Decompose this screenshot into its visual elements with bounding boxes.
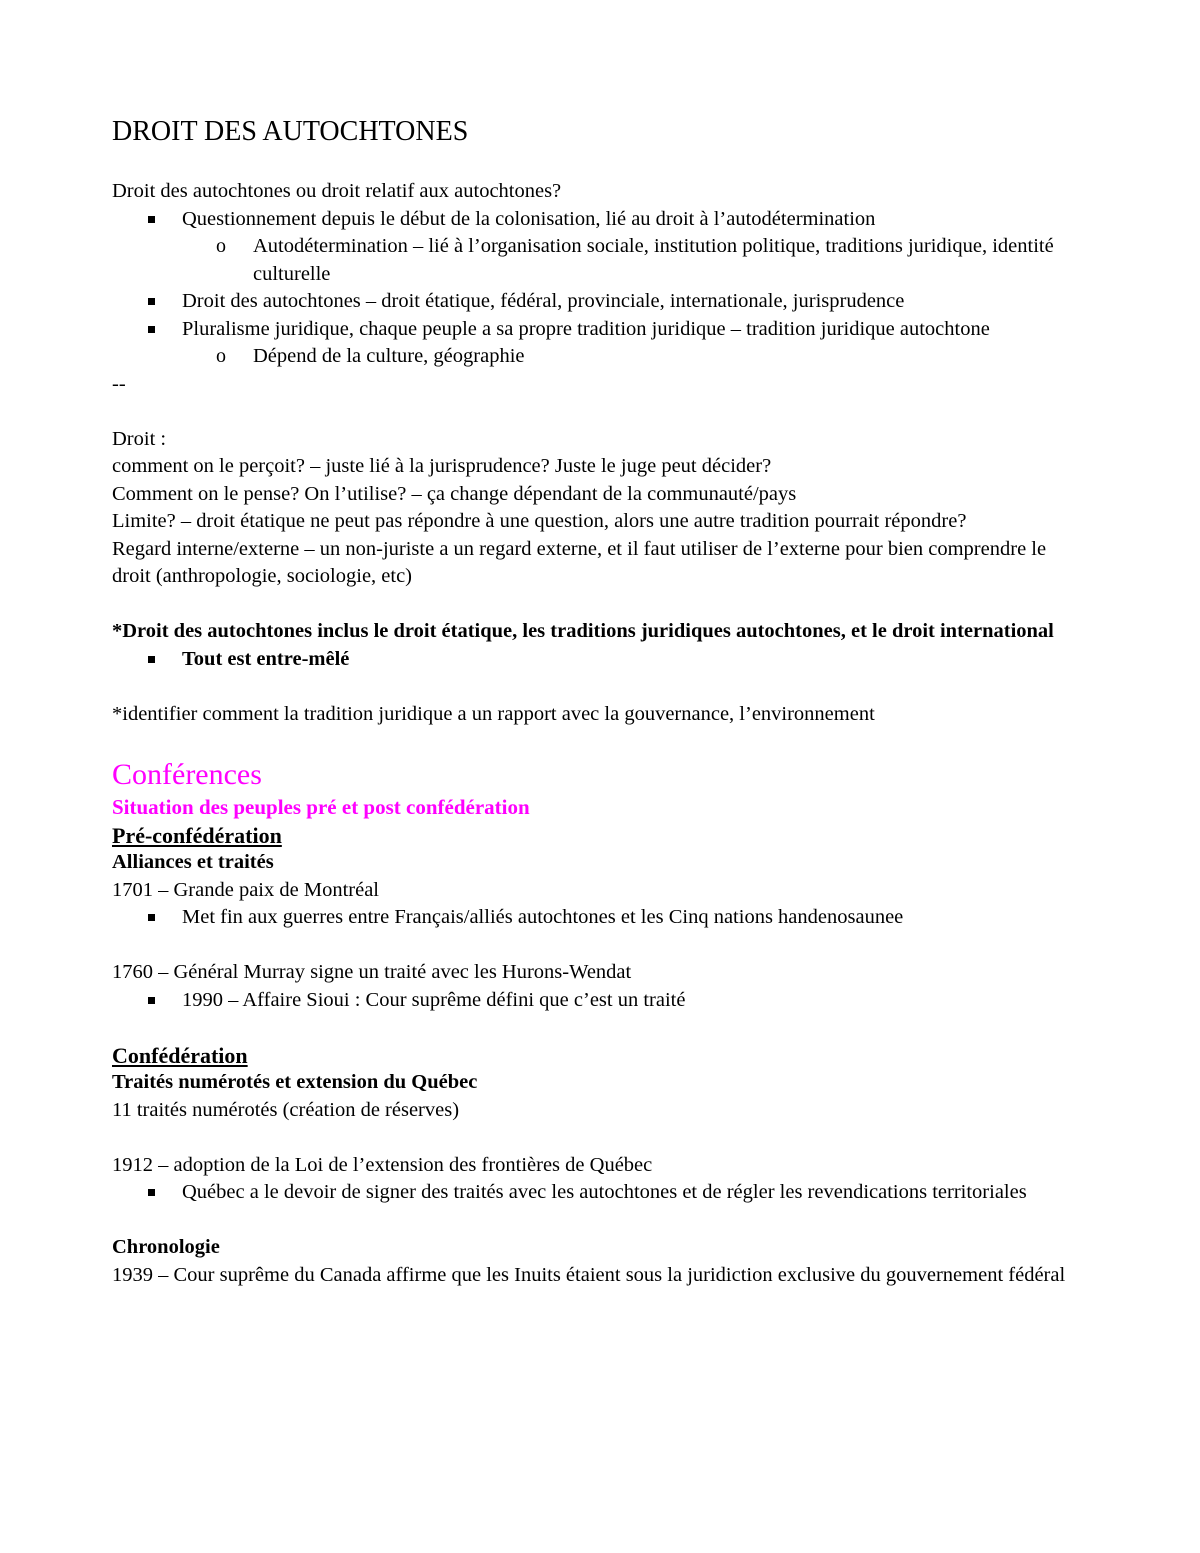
event-line: 1939 – Cour suprême du Canada affirme que les Inuits étaient sous la juridiction exclusive du gouvernement fédéral [112, 1263, 1066, 1286]
subsection-subheading: Chronologie [112, 1236, 220, 1258]
spacer [112, 932, 1072, 960]
event-line: 11 traités numérotés (création de réserves) [112, 1098, 460, 1121]
document-title: DROIT DES AUTOCHTONES [112, 116, 469, 147]
spacer [112, 728, 1072, 748]
event-line: 1760 – Général Murray signe un traité avec les Hurons-Wendat [112, 961, 632, 983]
droit-line: Regard interne/externe – un non-juriste a un regard externe, et il faut utiliser de l’externe pour bien comprendre le droit (anthropologie, sociologie, etc) [112, 537, 1047, 587]
sub-bullet-item: o Autodétermination – lié à l’organisation sociale, institution politique, traditions juridique, identité culturelle [112, 233, 1072, 288]
droit-label: Droit : [112, 427, 167, 450]
spacer [112, 1207, 1072, 1235]
spacer [112, 673, 1072, 701]
section-subheading: Situation des peuples pré et post confédération [112, 795, 530, 819]
subsection-heading: Pré-confédération [112, 822, 282, 848]
bullet-item: Tout est entre-mêlé [112, 646, 1072, 674]
bullet-item: 1990 – Affaire Sioui : Cour suprême défini que c’est un traité [112, 987, 1072, 1015]
bullet-item: Questionnement depuis le début de la colonisation, lié au droit à l’autodétermination [112, 206, 1072, 234]
bullet-item: Met fin aux guerres entre Français/alliés autochtones et les Cinq nations handenosaunee [112, 904, 1072, 932]
note-line: *identifier comment la tradition juridique a un rapport avec la gouvernance, l’environnement [112, 702, 875, 725]
note-bold: *Droit des autochtones inclus le droit étatique, les traditions juridiques autochtones, et le droit international [112, 620, 1054, 642]
intro-question: Droit des autochtones ou droit relatif aux autochtones? [112, 180, 562, 202]
droit-line: Limite? – droit étatique ne peut pas répondre à une question, alors une autre tradition pourrait répondre? [112, 510, 967, 532]
separator: -- [112, 372, 126, 395]
section-heading: Conférences [112, 758, 262, 791]
bullet-item: Droit des autochtones – droit étatique, fédéral, provinciale, internationale, jurisprudence [112, 288, 1072, 316]
spacer [112, 591, 1072, 619]
spacer [112, 398, 1072, 426]
event-line: 1912 – adoption de la Loi de l’extension des frontières de Québec [112, 1153, 653, 1176]
droit-line: comment on le perçoit? – juste lié à la jurisprudence? Juste le juge peut décider? [112, 455, 772, 477]
bullet-item: Pluralisme juridique, chaque peuple a sa propre tradition juridique – tradition juridique autochtone [112, 316, 1072, 344]
sub-bullet-item: o Dépend de la culture, géographie [112, 343, 1072, 371]
document-body [112, 114, 1072, 1289]
event-line: 1701 – Grande paix de Montréal [112, 878, 379, 901]
subsection-heading: Confédération [112, 1042, 248, 1068]
subsection-subheading: Alliances et traités [112, 851, 274, 873]
bullet-item: Québec a le devoir de signer des traités avec les autochtones et de régler les revendications territoriales [112, 1179, 1072, 1207]
spacer [112, 1014, 1072, 1042]
spacer [112, 1124, 1072, 1152]
subsection-subheading: Traités numérotés et extension du Québec [112, 1071, 478, 1093]
droit-line: Comment on le pense? On l’utilise? – ça change dépendant de la communauté/pays [112, 482, 797, 505]
